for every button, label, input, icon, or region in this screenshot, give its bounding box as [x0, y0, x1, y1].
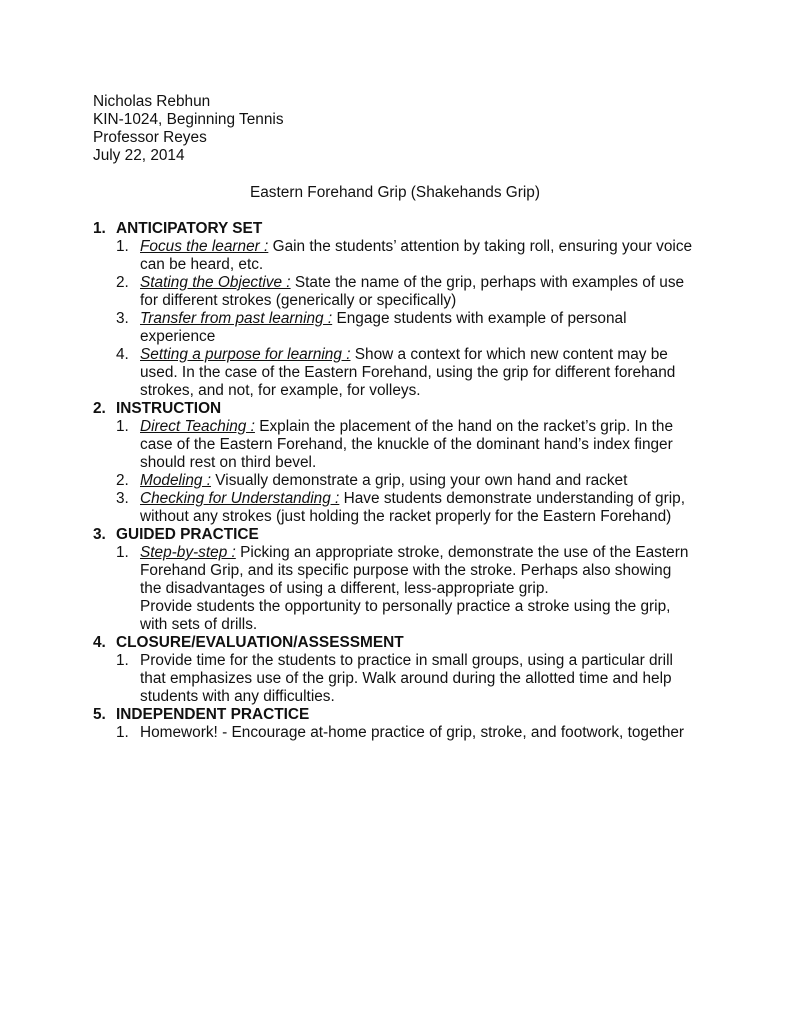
list-item-line [140, 346, 733, 364]
list-item-text: that emphasizes use of the grip. Walk around during the allotted time and help [140, 670, 672, 687]
section-number: 5. [93, 706, 106, 723]
list-item-body [140, 490, 733, 526]
list-item-text: Picking an appropriate stroke, demonstrate the use of the Eastern [235, 544, 689, 561]
section-heading [93, 400, 733, 418]
list-item [93, 418, 733, 472]
list-item-line [140, 274, 733, 292]
list-item-body [140, 418, 733, 472]
list-item [93, 238, 733, 274]
course-name: KIN-1024, Beginning Tennis [93, 111, 284, 128]
section-heading-text: INSTRUCTION [116, 400, 222, 417]
list-item-number: 1. [116, 418, 129, 435]
list-item-label: Direct Teaching : [140, 418, 255, 435]
professor-name: Professor Reyes [93, 129, 207, 146]
list-item-number: 1. [116, 544, 129, 561]
list-item-text: experience [140, 328, 216, 345]
list-item-text: State the name of the grip, perhaps with examples of use [290, 274, 685, 291]
section-heading [93, 634, 733, 652]
list-item-body [140, 724, 733, 742]
list-item-line [140, 688, 733, 706]
list-item-text: Explain the placement of the hand on the racket’s grip. In the [254, 418, 674, 435]
list-item-number: 3. [116, 490, 129, 507]
list-item-body [140, 346, 733, 400]
list-item-number: 4. [116, 346, 129, 363]
list-item-text: Show a context for which new content may be [350, 346, 668, 363]
list-item-text: students with any difficulties. [140, 688, 335, 705]
list-item-text: strokes, and not, for example, for volleys. [140, 382, 421, 399]
list-item [93, 652, 733, 706]
list-item-body [140, 472, 733, 490]
list-item-line [140, 616, 733, 634]
list-item-text: Engage students with example of personal [332, 310, 627, 327]
list-item-text: case of the Eastern Forehand, the knuckle of the dominant hand’s index finger [140, 436, 673, 453]
list-item-label: Checking for Understanding : [140, 490, 340, 507]
list-item [93, 490, 733, 526]
list-item-line [140, 364, 733, 382]
list-item-line [140, 544, 733, 562]
list-item-line [140, 256, 733, 274]
list-item [93, 310, 733, 346]
list-item-line [140, 652, 733, 670]
list-item-line [140, 490, 733, 508]
section-number: 2. [93, 400, 106, 417]
section-heading-text: INDEPENDENT PRACTICE [116, 706, 310, 723]
section [93, 400, 733, 526]
section-heading [93, 706, 733, 724]
list-item-label: Modeling : [140, 472, 212, 489]
list-item [93, 544, 733, 634]
list-item-line [140, 454, 733, 472]
list-item [93, 472, 733, 490]
section [93, 706, 733, 742]
list-item-line [140, 598, 733, 616]
list-item-line [140, 562, 733, 580]
document-title: Eastern Forehand Grip (Shakehands Grip) [249, 184, 540, 201]
list-item-text: without any strokes (just holding the racket properly for the Eastern Forehand) [140, 508, 672, 525]
list-item-line [140, 292, 733, 310]
list-item-number: 1. [116, 652, 129, 669]
list-item-label: Step-by-step : [140, 544, 236, 561]
list-item-number: 1. [116, 238, 129, 255]
list-item-line [140, 418, 733, 436]
list-item-label: Stating the Objective : [140, 274, 291, 291]
list-item-text: Homework! - Encourage at-home practice of grip, stroke, and footwork, together [140, 724, 685, 741]
section-heading-text: CLOSURE/EVALUATION/ASSESSMENT [116, 634, 404, 651]
section [93, 526, 733, 634]
list-item-label: Focus the learner : [140, 238, 269, 255]
section-number: 1. [93, 220, 106, 237]
list-item-text: Visually demonstrate a grip, using your own hand and racket [211, 472, 628, 489]
list-item-number: 2. [116, 274, 129, 291]
list-item-text: with sets of drills. [140, 616, 258, 633]
section-heading-text: GUIDED PRACTICE [116, 526, 259, 543]
section-heading-text: ANTICIPATORY SET [116, 220, 263, 237]
list-item-line [140, 382, 733, 400]
author-name: Nicholas Rebhun [93, 93, 211, 110]
lesson-plan-outline [93, 220, 733, 742]
list-item-body [140, 310, 733, 346]
list-item-line [140, 508, 733, 526]
list-item-line [140, 238, 733, 256]
list-item-line [140, 436, 733, 454]
list-item-text: the disadvantages of using a different, less-appropriate grip. [140, 580, 549, 597]
section-heading [93, 526, 733, 544]
section-number: 3. [93, 526, 106, 543]
list-item-label: Setting a purpose for learning : [140, 346, 351, 363]
section [93, 634, 733, 706]
list-item-number: 2. [116, 472, 129, 489]
list-item [93, 274, 733, 310]
section [93, 220, 733, 400]
list-item-line [140, 670, 733, 688]
list-item [93, 346, 733, 400]
list-item-line [140, 310, 733, 328]
list-item-line [140, 724, 733, 742]
list-item-text: Provide students the opportunity to personally practice a stroke using the grip, [140, 598, 671, 615]
list-item [93, 724, 733, 742]
list-item-label: Transfer from past learning : [140, 310, 333, 327]
list-item-number: 1. [116, 724, 129, 741]
list-item-text: should rest on third bevel. [140, 454, 317, 471]
list-item-line [140, 472, 733, 490]
list-item-body [140, 544, 733, 634]
list-item-body [140, 652, 733, 706]
list-item-text: Have students demonstrate understanding of grip, [339, 490, 685, 507]
list-item-text: Provide time for the students to practice in small groups, using a particular drill [140, 652, 673, 669]
list-item-text: used. In the case of the Eastern Forehand, using the grip for different forehand [140, 364, 676, 381]
list-item-number: 3. [116, 310, 129, 327]
list-item-body [140, 238, 733, 274]
document-header [93, 93, 284, 165]
list-item-text: for different strokes (generically or specifically) [140, 292, 457, 309]
list-item-body [140, 274, 733, 310]
section-number: 4. [93, 634, 106, 651]
list-item-line [140, 580, 733, 598]
document-date: July 22, 2014 [93, 147, 185, 164]
section-heading [93, 220, 733, 238]
list-item-text: Forehand Grip, and its specific purpose with the stroke. Perhaps also showing [140, 562, 672, 579]
list-item-text: Gain the students’ attention by taking roll, ensuring your voice [268, 238, 693, 255]
list-item-text: can be heard, etc. [140, 256, 264, 273]
list-item-line [140, 328, 733, 346]
